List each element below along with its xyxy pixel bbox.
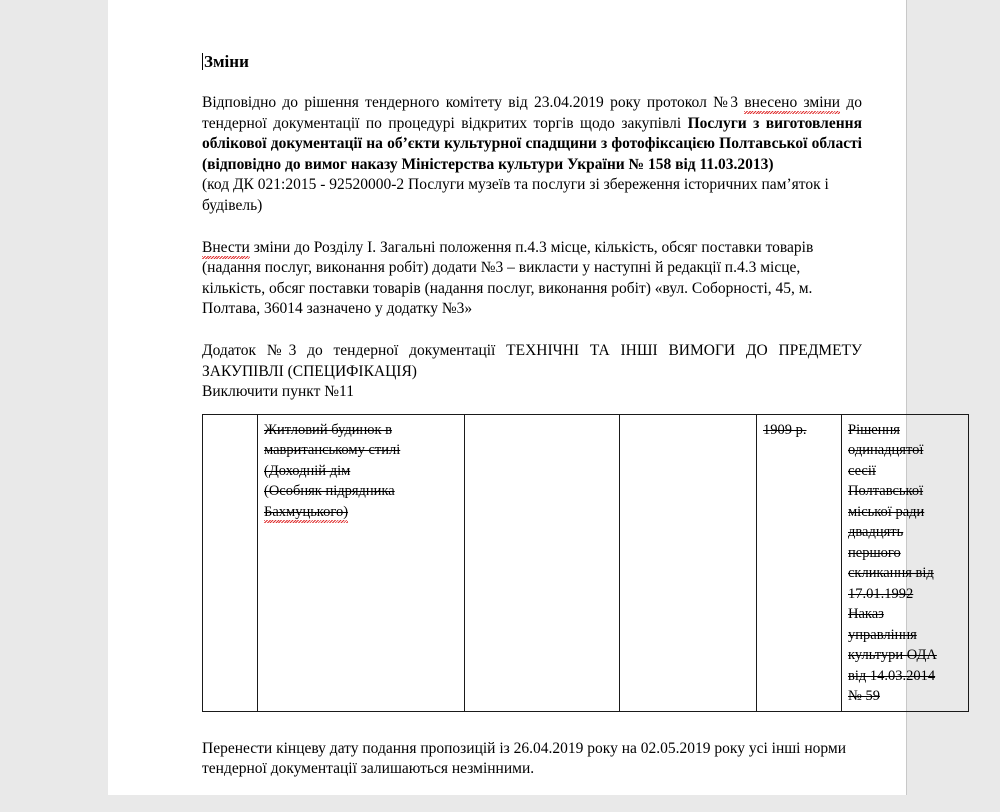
object-name-line-1: Житловий будинок в — [264, 421, 393, 438]
paragraph-exclude-item: Виключити пункт №11 — [202, 383, 354, 401]
page-content — [202, 52, 937, 780]
legal-basis-line-1: Рішення — [848, 421, 900, 438]
legal-basis-line-14: № 59 — [848, 688, 880, 705]
legal-basis-line-12: культури ОДА — [848, 647, 937, 664]
intro-text-part1: Відповідно до рішення тендерного комітету від 23.04.2019 року протокол №3 — [202, 94, 745, 111]
legal-basis-line-2: одинадцятої — [848, 442, 924, 459]
legal-basis-line-6: двадцять — [848, 524, 904, 541]
table-cell-object-name[interactable] — [258, 414, 465, 711]
object-name-line-4: (Особняк підрядника — [264, 483, 395, 500]
legal-basis-line-13: від 14.03.2014 — [848, 667, 936, 684]
spacer — [202, 217, 862, 238]
intro-text-part2: до тендерної документації по процедурі відкритих торгів щодо закупівлі — [202, 94, 863, 132]
paragraph-section-changes — [202, 238, 862, 320]
procurement-subject-bold: Послуги з виготовлення облікової документації на об’єкти культурної спадщини з фотофіксацією Полтавської області (відповідно до вимог наказу Міністерства культури України № 158 від 11.03.2013) — [202, 114, 862, 173]
paragraph-dk-code: (код ДК 021:2015 - 92520000-2 Послуги музеїв та послуги зі збереження історичних пам’яток і будівель) — [202, 176, 829, 214]
legal-basis-line-7: першого — [848, 544, 901, 561]
spellcheck-phrase-bakhmutskoho: Бахмуцького) — [264, 504, 348, 520]
legal-basis-line-4: Полтавської — [848, 483, 924, 500]
table-cell-number[interactable] — [203, 414, 258, 711]
paragraph-deadline-change: Перенести кінцеву дату подання пропозицій із 26.04.2019 року на 02.05.2019 року усі інші норми тендерної документації залишаються незмінними. — [202, 739, 847, 778]
table-cell-type[interactable] — [620, 414, 757, 711]
table-cell-year[interactable] — [757, 414, 842, 711]
spellcheck-phrase-vnesty: Внести — [202, 239, 250, 256]
year-value: 1909 р. — [763, 421, 807, 438]
legal-basis-line-3: сесії — [848, 462, 876, 479]
legal-basis-line-11: управління — [848, 626, 917, 643]
text-caret — [202, 53, 203, 70]
page-bottom-margin — [0, 795, 1000, 812]
spellcheck-squiggle-icon — [744, 111, 840, 114]
specification-table[interactable] — [202, 414, 969, 712]
spacer — [202, 320, 862, 341]
legal-basis-line-5: міської ради — [848, 503, 925, 520]
spellcheck-phrase-vneseno-zminy: внесено зміни — [744, 94, 840, 111]
legal-basis-line-9: 17.01.1992 — [848, 585, 914, 602]
table-cell-legal-basis[interactable] — [842, 414, 969, 711]
spellcheck-squiggle-icon — [264, 520, 348, 523]
object-name-line-3: (Доходній дім — [264, 462, 351, 479]
table-row[interactable] — [203, 414, 969, 711]
paragraph-amendment-intro — [202, 93, 862, 175]
object-name-line-2: мавританському стилі — [264, 442, 401, 459]
section-changes-rest: зміни до Розділу I. Загальні положення п.4.3 місце, кількість, обсяг поставки товарів (надання послуг, виконання робіт) додати №3 – викласти у наступні й редакції п.4.3 місце, кількість, обсяг поставки товарів (надання послуг, виконання робіт) «вул. Соборності, 45, м. Полтава, 36014 зазначено у додатку №3» — [202, 238, 814, 318]
legal-basis-line-8: скликання від — [848, 565, 934, 582]
legal-basis-line-10: Наказ — [848, 606, 884, 623]
document-page[interactable] — [108, 0, 937, 795]
spacer — [202, 712, 862, 739]
page-title — [202, 52, 862, 72]
spellcheck-squiggle-icon — [202, 256, 250, 259]
paragraph-annex-title: Додаток №3 до тендерної документації ТЕХНІЧНІ ТА ІНШІ ВИМОГИ ДО ПРЕДМЕТУ ЗАКУПІВЛІ (СПЕЦИФІКАЦІЯ) — [202, 341, 862, 380]
table-cell-address[interactable] — [465, 414, 620, 711]
page-title-text: Зміни — [204, 52, 249, 71]
